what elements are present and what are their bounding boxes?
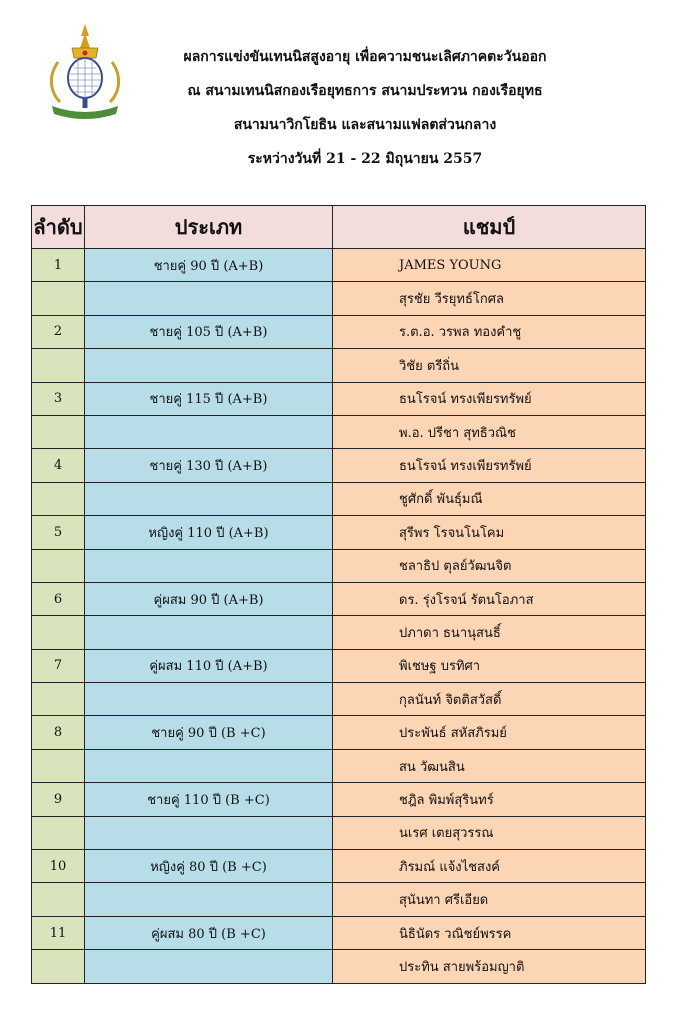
champion-name-cell: ประพันธ์ สหัสภิรมย์: [333, 716, 646, 749]
table-row: [32, 582, 646, 615]
table-header-row: [32, 206, 646, 249]
row-number-cell: 6: [32, 582, 85, 615]
results-table: [31, 205, 646, 984]
category-cell: ชายคู่ 130 ปี (A+B): [85, 449, 333, 482]
table-row: [32, 883, 646, 916]
category-cell: หญิงคู่ 110 ปี (A+B): [85, 516, 333, 549]
table-row: [32, 850, 646, 883]
header-title-line-3: สนามนาวิกโยธิน และสนามแฟลตส่วนกลาง: [233, 117, 497, 133]
row-number-cell: [32, 482, 85, 515]
champion-name-cell: ดร. รุ่งโรจน์ รัตนโอภาส: [333, 582, 646, 615]
category-cell: คู่ผสม 90 ปี (A+B): [85, 582, 333, 615]
category-cell: ชายคู่ 110 ปี (B +C): [85, 783, 333, 816]
table-row: [32, 649, 646, 682]
row-number-cell: 8: [32, 716, 85, 749]
row-number-cell: 3: [32, 382, 85, 415]
row-number-cell: [32, 950, 85, 983]
category-cell: คู่ผสม 110 ปี (A+B): [85, 649, 333, 682]
table-row: [32, 950, 646, 983]
table-row: [32, 749, 646, 782]
champion-name-cell: นเรศ เตยสุวรรณ: [333, 816, 646, 849]
table-row: [32, 349, 646, 382]
champion-name-cell: สุนันทา ศรีเอียด: [333, 883, 646, 916]
champion-name-cell: สุรชัย วีรยุทธ์โกศล: [333, 282, 646, 315]
table-row: [32, 783, 646, 816]
champion-name-cell: ชลาธิป ตุลย์วัฒนจิต: [333, 549, 646, 582]
column-header-champion: แชมป์: [333, 206, 646, 249]
table-row: [32, 282, 646, 315]
champion-name-cell: JAMES YOUNG: [333, 249, 646, 282]
category-cell: [85, 549, 333, 582]
category-cell: [85, 349, 333, 382]
row-number-cell: 11: [32, 916, 85, 949]
row-number-cell: 7: [32, 649, 85, 682]
row-number-cell: [32, 883, 85, 916]
category-cell: [85, 683, 333, 716]
table-row: [32, 816, 646, 849]
table-row: [32, 315, 646, 348]
column-header-category: ประเภท: [85, 206, 333, 249]
champion-name-cell: พิเชษฐ บรทิศา: [333, 649, 646, 682]
row-number-cell: [32, 816, 85, 849]
document-header: [130, 40, 600, 176]
table-row: [32, 382, 646, 415]
champion-name-cell: ชฎิล พิมพ์สุรินทร์: [333, 783, 646, 816]
category-cell: ชายคู่ 90 ปี (A+B): [85, 249, 333, 282]
category-cell: คู่ผสม 80 ปี (B +C): [85, 916, 333, 949]
category-cell: หญิงคู่ 80 ปี (B +C): [85, 850, 333, 883]
table-row: [32, 415, 646, 448]
champion-name-cell: ธนโรจน์ ทรงเพียรทรัพย์: [333, 382, 646, 415]
category-cell: [85, 415, 333, 448]
tennis-racket-crown-emblem-icon: [44, 22, 126, 122]
table-row: [32, 449, 646, 482]
table-body: [32, 249, 646, 984]
header-title-line-1: ผลการแข่งขันเทนนิสสูงอายุ เพื่อความชนะเลิศภาคตะวันออก: [183, 49, 547, 65]
header-title-line-2: ณ สนามเทนนิสกองเรือยุทธการ สนามประทวน กองเรือยุทธ: [187, 83, 543, 99]
category-cell: [85, 816, 333, 849]
champion-name-cell: วิชัย ตรีถิ่น: [333, 349, 646, 382]
row-number-cell: [32, 616, 85, 649]
table-row: [32, 616, 646, 649]
header-date-line: ระหว่างวันที่ 21 - 22 มิถุนายน 2557: [247, 151, 483, 167]
category-cell: ชายคู่ 90 ปี (B +C): [85, 716, 333, 749]
champion-name-cell: สน วัฒนสิน: [333, 749, 646, 782]
champion-name-cell: นิธินัดร วณิชย์พรรค: [333, 916, 646, 949]
table-row: [32, 516, 646, 549]
category-cell: ชายคู่ 115 ปี (A+B): [85, 382, 333, 415]
row-number-cell: [32, 282, 85, 315]
row-number-cell: 1: [32, 249, 85, 282]
category-cell: [85, 616, 333, 649]
category-cell: [85, 883, 333, 916]
table-row: [32, 482, 646, 515]
champion-name-cell: พ.อ. ปรีชา สุทธิวณิช: [333, 415, 646, 448]
category-cell: [85, 282, 333, 315]
column-header-number: ลำดับ: [32, 206, 85, 249]
champion-name-cell: ภิรมณ์ แจ้งไชสงค์: [333, 850, 646, 883]
table-row: [32, 249, 646, 282]
row-number-cell: 5: [32, 516, 85, 549]
row-number-cell: [32, 683, 85, 716]
row-number-cell: 10: [32, 850, 85, 883]
champion-name-cell: ประทิน สายพร้อมญาติ: [333, 950, 646, 983]
row-number-cell: 4: [32, 449, 85, 482]
row-number-cell: [32, 749, 85, 782]
table-row: [32, 716, 646, 749]
table-row: [32, 916, 646, 949]
row-number-cell: 9: [32, 783, 85, 816]
champion-name-cell: สุรีพร โรจนโนโคม: [333, 516, 646, 549]
category-cell: ชายคู่ 105 ปี (A+B): [85, 315, 333, 348]
category-cell: [85, 482, 333, 515]
row-number-cell: [32, 549, 85, 582]
champion-name-cell: กุลนันท์ จิตติสวัสดิ์: [333, 683, 646, 716]
row-number-cell: [32, 349, 85, 382]
category-cell: [85, 950, 333, 983]
champion-name-cell: ร.ต.อ. วรพล ทองคำชู: [333, 315, 646, 348]
table-row: [32, 683, 646, 716]
row-number-cell: [32, 415, 85, 448]
table-row: [32, 549, 646, 582]
champion-name-cell: ปภาดา ธนานุสนธิ์: [333, 616, 646, 649]
category-cell: [85, 749, 333, 782]
row-number-cell: 2: [32, 315, 85, 348]
champion-name-cell: ชูศักดิ์ พันธุ์มณี: [333, 482, 646, 515]
champion-name-cell: ธนโรจน์ ทรงเพียรทรัพย์: [333, 449, 646, 482]
